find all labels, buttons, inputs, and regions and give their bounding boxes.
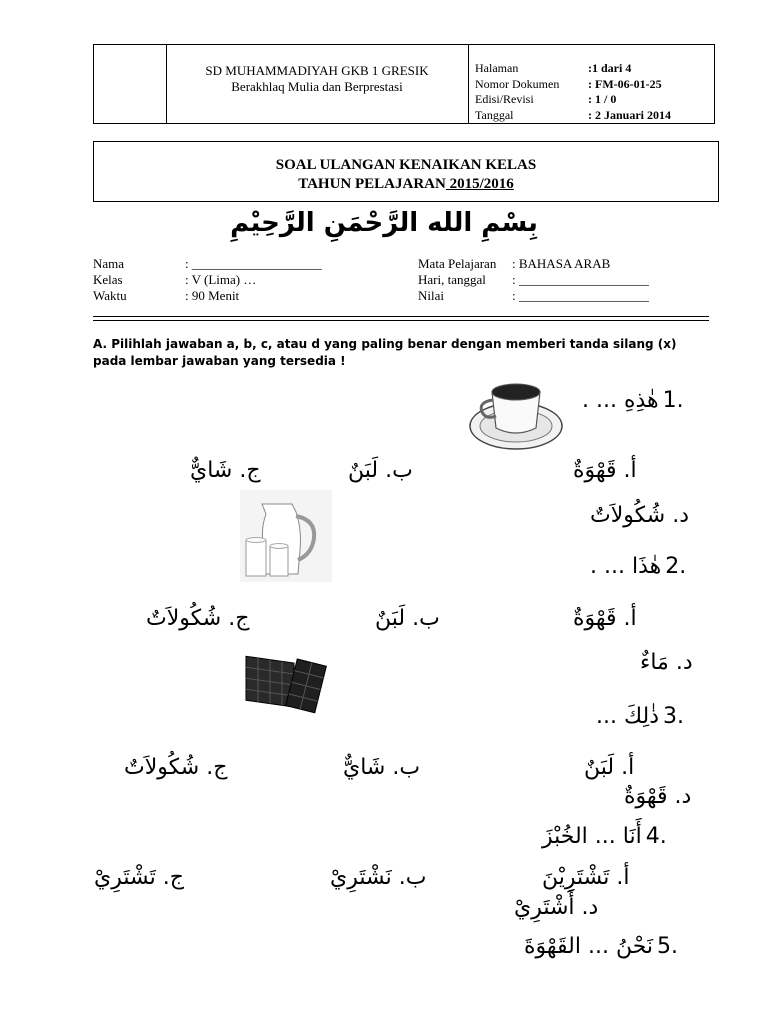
option-d: د. شُكُولاَتٌ bbox=[590, 503, 689, 528]
info-key: Nama bbox=[93, 256, 125, 271]
divider bbox=[93, 320, 709, 321]
meta-key: Halaman bbox=[475, 61, 519, 75]
info-value: : 90 Menit bbox=[185, 288, 240, 303]
question-number: 2. bbox=[665, 554, 687, 579]
option-a: أ. قَهْوَةٌ bbox=[573, 458, 637, 483]
info-key: Nilai bbox=[418, 288, 444, 303]
question-text: نَحْنُ ... القَهْوَةَ bbox=[524, 934, 654, 959]
option-a: أ. قَهْوَةٌ bbox=[573, 606, 637, 631]
title-year: 2015/2016 bbox=[445, 176, 514, 192]
question-3 bbox=[596, 704, 684, 729]
student-info bbox=[93, 256, 322, 304]
title-prefix: TAHUN PELAJARAN bbox=[298, 176, 446, 192]
school-info bbox=[166, 63, 468, 95]
option-c: ج. تَشْتَرِيْ bbox=[94, 865, 184, 890]
question-1 bbox=[582, 388, 684, 413]
option-b: ب. لَبَنٌ bbox=[348, 458, 413, 483]
basmala: بِسْمِ الله الرَّحْمَنِ الرَّحِيْمِ bbox=[230, 208, 538, 238]
option-b: ب. لَبَنٌ bbox=[375, 606, 440, 631]
document-header bbox=[93, 44, 715, 124]
meta-key: Edisi/Revisi bbox=[475, 92, 534, 106]
question-number: 3. bbox=[663, 704, 685, 729]
info-key: Waktu bbox=[93, 288, 127, 303]
title-line-1: SOAL ULANGAN KENAIKAN KELAS bbox=[275, 157, 537, 173]
exam-title bbox=[93, 141, 719, 202]
milk-jug-image bbox=[240, 490, 332, 582]
option-c: ج. شَايٌّ bbox=[190, 458, 261, 483]
meta-value: : 2 Januari 2014 bbox=[588, 107, 672, 122]
option-a: أ. تَشْتَرِيْنَ bbox=[542, 865, 630, 890]
question-number: 1. bbox=[662, 388, 684, 413]
question-4 bbox=[542, 824, 667, 849]
meta-key: Nomor Dokumen bbox=[475, 76, 560, 91]
question-text: هٰذِهِ ... . bbox=[582, 388, 659, 413]
meta-value: : 1 / 0 bbox=[588, 92, 617, 106]
meta-value: :1 dari 4 bbox=[588, 61, 632, 75]
option-b: ب. نَشْتَرِيْ bbox=[330, 865, 427, 890]
meta-value: : FM-06-01-25 bbox=[588, 76, 662, 91]
question-2 bbox=[590, 554, 686, 579]
coffee-cup-image bbox=[468, 378, 564, 452]
divider bbox=[93, 316, 709, 317]
option-c: ج. شُكُولاَتٌ bbox=[124, 755, 228, 780]
option-a: أ. لَبَنٌ bbox=[584, 755, 635, 780]
instruction-text: A. Pilihlah jawaban a, b, c, atau d yang paling benar dengan memberi tanda silang (x) pada lembar jawaban yang tersedia ! bbox=[93, 337, 677, 368]
info-value: : BAHASA ARAB bbox=[512, 256, 611, 271]
school-name: SD MUHAMMADIYAH GKB 1 GRESIK bbox=[205, 63, 429, 78]
document-meta bbox=[475, 61, 671, 123]
info-value: : ____________________ bbox=[512, 272, 649, 287]
info-key: Hari, tanggal bbox=[418, 272, 486, 287]
info-value: : ____________________ bbox=[185, 256, 322, 271]
info-key: Mata Pelajaran bbox=[418, 256, 497, 271]
question-text: هٰذَا ... . bbox=[590, 554, 662, 579]
school-motto: Berakhlaq Mulia dan Berprestasi bbox=[231, 79, 403, 94]
option-b: ب. شَايٌّ bbox=[343, 755, 421, 780]
logo-cell bbox=[94, 45, 167, 123]
info-key: Kelas bbox=[93, 272, 123, 287]
subject-info bbox=[418, 256, 649, 304]
option-d: د. أَشْتَرِيْ bbox=[514, 895, 599, 920]
question-5 bbox=[524, 934, 678, 959]
info-value: : ____________________ bbox=[512, 288, 649, 303]
info-value: : V (Lima) … bbox=[185, 272, 257, 287]
option-d: د. قَهْوَةٌ bbox=[624, 784, 692, 809]
option-d: د. مَاءٌ bbox=[640, 650, 693, 675]
question-text: أَنَا ... الخُبْزَ bbox=[542, 824, 642, 849]
option-c: ج. شُكُولاَتٌ bbox=[146, 606, 250, 631]
title-line-2 bbox=[94, 175, 718, 194]
question-text: ذٰلِكَ ... bbox=[596, 704, 660, 729]
question-number: 4. bbox=[645, 824, 667, 849]
meta-key: Tanggal bbox=[475, 107, 514, 122]
chocolate-bar-image bbox=[244, 654, 328, 718]
question-number: 5. bbox=[657, 934, 679, 959]
